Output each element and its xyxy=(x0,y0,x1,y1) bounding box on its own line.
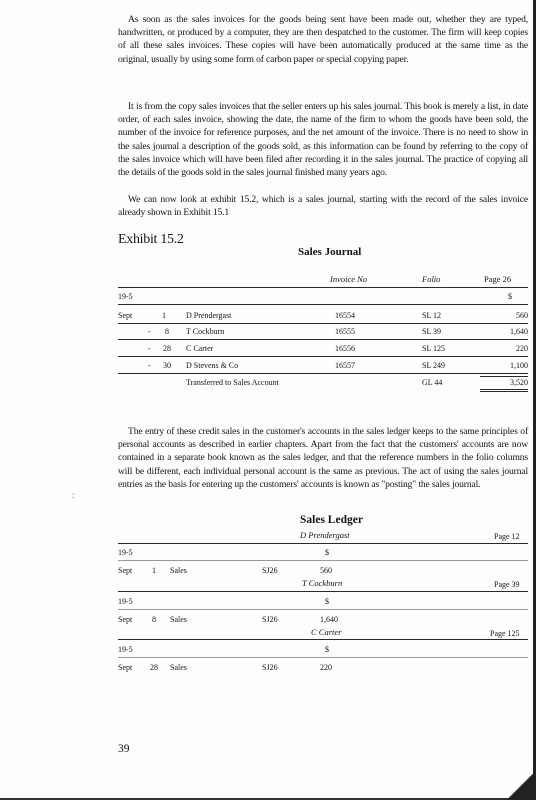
row-folio: SL 12 xyxy=(422,311,442,320)
row-customer: C Carter xyxy=(186,344,214,353)
entry-amount: 1,640 xyxy=(320,615,338,624)
account-row-rule xyxy=(118,560,528,561)
journal-currency: $ xyxy=(508,292,512,301)
account-name: C Carter xyxy=(311,627,342,637)
row-amount: 1,100 xyxy=(510,361,528,370)
row-month: - xyxy=(148,361,151,370)
row-rule xyxy=(118,373,528,374)
paragraph-sales-journal-entry: It is from the copy sales invoices that the seller enters up his sales journal. This book is merely a list, in date order, of each sales invoice, showing the date, the name of the firm to whom the goods have been sold, the number of the invoice for reference purposes, and the net amount of the invoice. There is no need to show in the sales journal a description of the goods sold, as this information can be found by referring to the copy of the sales invoice which will have been filed after recording it in the sales journal. The practice of copying all the details of the goods sold in the sales journal finished many years ago. xyxy=(118,101,528,179)
row-rule xyxy=(118,356,528,357)
sales-journal-title: Sales Journal xyxy=(298,246,362,258)
account-year: 19-5 xyxy=(118,645,133,654)
header-folio: Folio xyxy=(422,274,441,284)
row-invoice-no: 16554 xyxy=(335,311,355,320)
account-page: Page 125 xyxy=(490,629,520,638)
header-invoice-no: Invoice No xyxy=(330,274,368,284)
transfer-folio: GL 44 xyxy=(422,378,443,387)
row-customer: D Prendergast xyxy=(186,311,232,320)
row-folio: SL 249 xyxy=(422,361,446,370)
account-row-rule xyxy=(118,657,528,658)
transfer-total: 3,520 xyxy=(510,378,528,387)
exhibit-title: Exhibit 15.2 xyxy=(118,232,184,247)
entry-amount: 560 xyxy=(320,566,332,575)
account-currency: $ xyxy=(325,597,329,606)
row-day: 8 xyxy=(165,327,169,336)
entry-folio: SJ26 xyxy=(262,566,278,575)
entry-folio: SJ26 xyxy=(262,663,278,672)
account-year: 19-5 xyxy=(118,597,133,606)
entry-day: 8 xyxy=(152,615,156,624)
entry-month: Sept xyxy=(118,663,133,672)
account-page: Page 39 xyxy=(494,580,520,589)
entry-detail: Sales xyxy=(170,615,187,624)
entry-month: Sept xyxy=(118,566,133,575)
entry-folio: SJ26 xyxy=(262,615,278,624)
account-bottom-rule xyxy=(118,639,528,640)
row-rule xyxy=(118,304,528,305)
row-invoice-no: 16557 xyxy=(335,361,355,370)
account-top-rule xyxy=(118,543,528,544)
stray-mark: : xyxy=(72,490,75,500)
header-page: Page 26 xyxy=(484,274,512,284)
account-year: 19-5 xyxy=(118,548,133,557)
account-name: D Prendergast xyxy=(300,530,350,540)
total-double-rule xyxy=(480,389,528,392)
scan-corner-shadow xyxy=(506,770,536,800)
entry-amount: 220 xyxy=(320,663,332,672)
row-invoice-no: 16556 xyxy=(335,344,355,353)
entry-month: Sept xyxy=(118,615,133,624)
row-customer: D Stevens & Co xyxy=(186,361,239,370)
sales-ledger-title: Sales Ledger xyxy=(300,514,363,526)
account-bottom-rule xyxy=(118,591,528,592)
paragraph-posting: The entry of these credit sales in the customer's accounts in the sales ledger keeps to the same principles of personal accounts as described in earlier chapters. Apart from the fact that the customers' accounts are now contained in a separate book known as the sales ledger, and that the reference numbers in the folio columns will be different, each individual personal account is the same as previous. The act of using the sales journal entries as the basis for entering up the customers' accounts is known as "posting" the sales journal. xyxy=(118,426,528,490)
account-currency: $ xyxy=(325,548,329,557)
row-day: 1 xyxy=(162,311,166,320)
row-day: 30 xyxy=(163,361,171,370)
row-day: 28 xyxy=(163,344,171,353)
row-amount: 560 xyxy=(516,311,528,320)
paragraph-invoices-despatched: As soon as the sales invoices for the goods being sent have been made out, whether they are typed, handwritten, or produced by a computer, they are then despatched to the customer. The firm will keep copies of all these sales invoices. These copies will have been automatically produced at the same time as the original, usually by using some form of carbon paper or special copying paper. xyxy=(118,14,528,65)
row-month: - xyxy=(148,344,151,353)
row-month: Sept xyxy=(118,311,133,320)
paragraph-exhibit-intro: We can now look at exhibit 15.2, which is a sales journal, starting with the record of the sales invoice already shown in Exhibit 15.1 xyxy=(118,194,528,219)
row-amount: 220 xyxy=(516,344,528,353)
account-currency: $ xyxy=(325,645,329,654)
entry-detail: Sales xyxy=(170,663,187,672)
row-folio: SL 39 xyxy=(422,327,442,336)
row-rule xyxy=(118,339,528,340)
row-rule xyxy=(118,323,528,324)
row-invoice-no: 16555 xyxy=(335,327,355,336)
total-rule-top xyxy=(480,376,528,377)
account-page: Page 12 xyxy=(494,532,520,541)
account-row-rule xyxy=(118,609,528,610)
page-number: 39 xyxy=(118,743,130,755)
row-amount: 1,640 xyxy=(510,327,528,336)
row-month: - xyxy=(148,327,151,336)
header-rule xyxy=(118,287,528,288)
entry-day: 28 xyxy=(150,663,158,672)
row-customer: T Cockburn xyxy=(186,327,225,336)
entry-day: 1 xyxy=(152,566,156,575)
journal-year: 19-5 xyxy=(118,292,133,301)
row-folio: SL 125 xyxy=(422,344,446,353)
account-name: T Cockburn xyxy=(302,578,343,588)
entry-detail: Sales xyxy=(170,566,187,575)
transfer-label: Transferred to Sales Account xyxy=(186,378,279,387)
